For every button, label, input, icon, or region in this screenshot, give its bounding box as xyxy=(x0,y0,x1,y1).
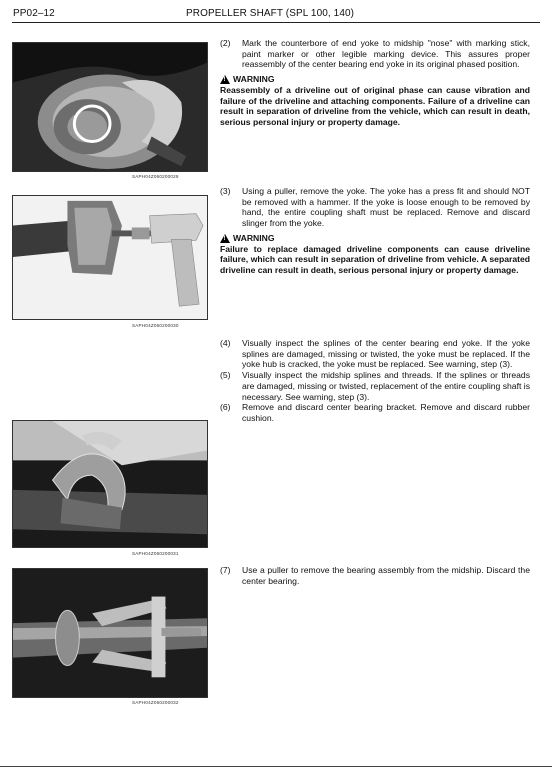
step-text: Remove and discard center bearing bracket. Remove and discard rubber cushion. xyxy=(242,402,530,423)
figure-end-yoke-marking xyxy=(12,42,208,172)
figure-yoke-inspection xyxy=(12,420,208,548)
step-7 xyxy=(220,565,530,586)
instruction-block-3 xyxy=(220,338,530,424)
step-2 xyxy=(220,38,530,70)
step-number: (6) xyxy=(220,402,231,413)
instruction-block-1 xyxy=(220,38,530,128)
step-5 xyxy=(220,370,530,402)
step-number: (5) xyxy=(220,370,231,381)
warning-text: Reassembly of a driveline out of original phase can cause vibration and failure of the driveline and attaching components. Failure of a driveline can result in separation of driveline from the vehicle, which can result in death, serious personal injury or property damage. xyxy=(220,84,530,127)
step-number: (3) xyxy=(220,186,231,196)
step-6 xyxy=(220,402,530,423)
figure-caption: SAPH04Z060200029 xyxy=(132,174,179,179)
warning-heading xyxy=(220,74,530,85)
figure-bearing-puller xyxy=(12,568,208,698)
step-text: Using a puller, remove the yoke. The yoke has a press fit and should NOT be removed with a hammer. If the yoke is loose enough to be removed by hand, the entire coupling shaft must be replaced. Remove and discard slinger from the yoke. xyxy=(242,186,530,229)
page-number: PP02–12 xyxy=(13,8,55,19)
page-title: PROPELLER SHAFT (SPL 100, 140) xyxy=(186,8,355,19)
warning-text: Failure to replace damaged driveline components can cause driveline failure, which can result in separation of driveline from vehicle. A separated driveline can result in death, serious personal injury or property damage. xyxy=(220,243,530,275)
instruction-block-4 xyxy=(220,565,530,586)
step-number: (4) xyxy=(220,338,231,348)
warning-icon xyxy=(220,234,230,243)
step-text: Mark the counterbore of end yoke to midship "nose" with marking stick, paint marker or other legible marking device. This assures proper reassembly of the center bearing end yoke in its original phased position. xyxy=(242,38,530,70)
step-4 xyxy=(220,338,530,370)
step-text: Visually inspect the splines of the center bearing end yoke. If the yoke splines are damaged, missing or twisted, the yoke must be replaced. If the yoke hub is cracked, the yoke must be replaced. See warning, step (3). xyxy=(242,338,530,370)
figure-caption: SAPH04Z060200031 xyxy=(132,551,179,556)
figure-caption: SAPH04Z060200030 xyxy=(132,323,179,328)
step-text: Visually inspect the midship splines and threads. If the splines or threads are damaged, missing or twisted, replacement of the entire coupling shaft is necessary. See warning, step (3). xyxy=(242,370,530,402)
step-text: Use a puller to remove the bearing assembly from the midship. Discard the center bearing. xyxy=(242,565,530,586)
header-divider xyxy=(12,22,540,23)
warning-heading xyxy=(220,233,530,244)
step-3 xyxy=(220,186,530,229)
step-number: (7) xyxy=(220,565,231,575)
figure-caption: SAPH04Z060200032 xyxy=(132,700,179,705)
figure-puller-yoke-removal xyxy=(12,195,208,320)
step-number: (2) xyxy=(220,38,231,48)
warning-icon xyxy=(220,75,230,84)
warning-label: WARNING xyxy=(233,74,275,85)
footer-divider xyxy=(0,766,552,767)
instruction-block-2 xyxy=(220,186,530,276)
warning-label: WARNING xyxy=(233,232,275,243)
